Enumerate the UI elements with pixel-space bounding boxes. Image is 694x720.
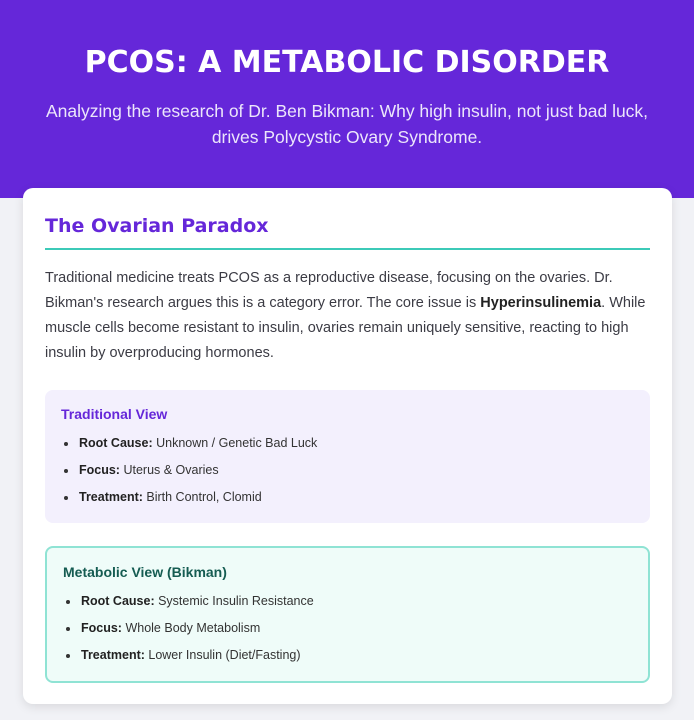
metabolic-view-box: [45, 546, 650, 683]
list-item-value: Unknown / Genetic Bad Luck: [152, 436, 318, 450]
page-subtitle: Analyzing the research of Dr. Ben Bikman: Why high insulin, not just bad luck, drives Polycystic Ovary Syndrome.: [45, 101, 649, 147]
list-item-label: Root Cause:: [79, 436, 153, 450]
list-item: [61, 430, 634, 457]
list-item: [63, 615, 632, 642]
page-title: PCOS: A METABOLIC DISORDER: [84, 45, 610, 80]
hero-banner: [0, 0, 694, 198]
list-item-value: Uterus & Ovaries: [119, 463, 219, 477]
traditional-view-list: [61, 430, 634, 511]
list-item-label: Root Cause:: [81, 594, 155, 608]
intro-emphasis: Hyperinsulinemia: [480, 295, 602, 311]
list-item-value: Whole Body Metabolism: [121, 621, 261, 635]
list-item-value: Lower Insulin (Diet/Fasting): [144, 648, 301, 662]
traditional-view-title: Traditional View: [61, 406, 168, 422]
intro-paragraph: [45, 266, 650, 366]
list-item-label: Focus:: [81, 621, 122, 635]
list-item-value: Systemic Insulin Resistance: [154, 594, 314, 608]
metabolic-view-title: Metabolic View (Bikman): [63, 564, 227, 580]
metabolic-view-list: [63, 588, 632, 669]
list-item: [63, 588, 632, 615]
list-item-label: Treatment:: [79, 490, 143, 504]
ovarian-paradox-card: [23, 188, 672, 704]
traditional-view-box: [45, 390, 650, 523]
section-heading: The Ovarian Paradox: [45, 214, 650, 250]
list-item-label: Focus:: [79, 463, 120, 477]
list-item-value: Birth Control, Clomid: [142, 490, 262, 504]
intro-text-2: . While muscle cells become resistant to insulin, ovaries remain uniquely sensitive, reacting to high insulin by overproducing hormones.: [45, 295, 646, 361]
intro-text-1: Traditional medicine treats PCOS as a reproductive disease, focusing on the ovaries. Dr. Bikman's research argues this is a category error. The core issue is: [45, 270, 613, 311]
list-item-label: Treatment:: [81, 648, 145, 662]
list-item: [61, 457, 634, 484]
list-item: [63, 642, 632, 669]
list-item: [61, 484, 634, 511]
